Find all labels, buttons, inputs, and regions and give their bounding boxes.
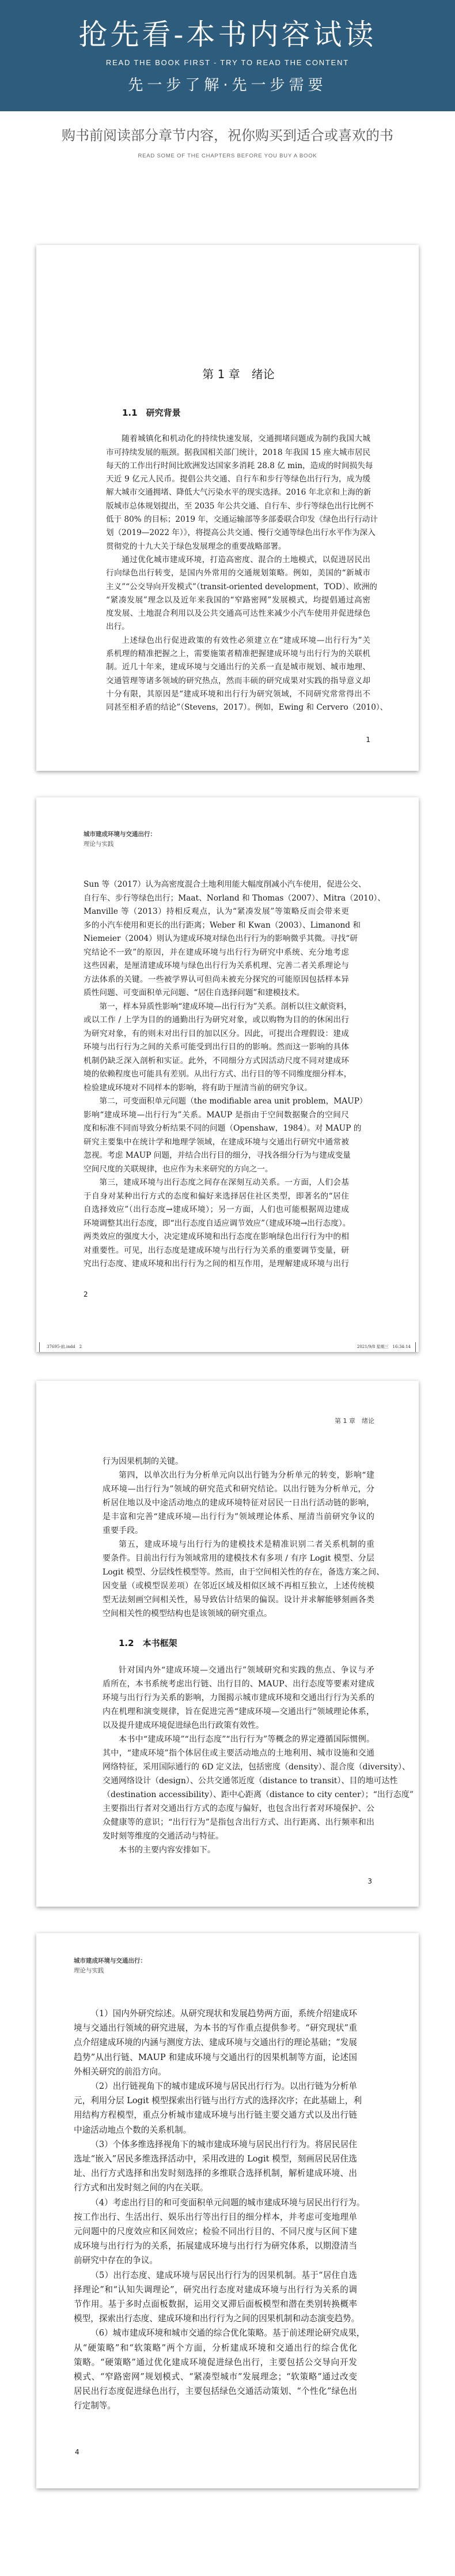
text-line: 多的小汽车使用和更长的出行距离；Weber 和 Kwan（2003）、Limanond 和 bbox=[84, 920, 361, 930]
banner-subtitle-en: READ THE BOOK FIRST - TRY TO READ THE CONTENT bbox=[105, 58, 350, 67]
text-line: 对重要性。可见，出行态度是建成环境与出行行为关系的重要调节变量，研 bbox=[84, 1245, 349, 1255]
intro-title: 购书前阅读部分章节内容，祝你购买到适合或喜欢的书 bbox=[62, 127, 393, 144]
text-line: 元，利用分层 Logit 模型探索出行链与出行方式的选择次序；在此基础上，利 bbox=[74, 2096, 362, 2106]
text-line: 居民出行态度促进绿色出行，主要包括绿色交通活动策划、“个性化”绿色出 bbox=[74, 2386, 357, 2397]
paragraph bbox=[74, 2195, 365, 2268]
chapter-running-header: 第 1 章 绪论 bbox=[335, 1417, 374, 1425]
page-body bbox=[84, 878, 386, 1271]
text-line: 忽视。考虑 MAUP 问题，并结合出行目的细分，寻找各细分行为与建成变量 bbox=[84, 1151, 351, 1160]
text-line: 交通管理等诸多领域的研究热点，然而丰硕的研究成果对实践的指导意义却 bbox=[106, 676, 370, 686]
text-line: 行向绿色出行转变，是国内外常用的交通规划策略。例如，美国的“新城市 bbox=[106, 568, 370, 578]
text-line: 第四，以单次出行为分析单元向以出行链为分析单元的转变，影响“建 bbox=[119, 1471, 374, 1480]
running-header-subtitle: 理论与实践 bbox=[74, 1967, 104, 1974]
text-line: 度发展、土地混合利用以及公共交通高可达性来减少小汽车使用并促进绿色 bbox=[106, 609, 370, 619]
text-line: 研究主要集中在统计学和地理学领域，在建成环境与交通出行研究中通常被 bbox=[84, 1137, 349, 1147]
text-line: （4）考虑出行目的和可变面积单元问题的城市建成环境与居民出行行为。 bbox=[90, 2197, 365, 2208]
text-line: 机制仍缺乏深入剖析和实证。此外，不同细分方式因活动尺度不同对建成环 bbox=[84, 1056, 349, 1065]
paragraph bbox=[106, 634, 388, 715]
text-line: 模式、“窄路密网”规划模式、“紧凑型城市”发展理念；“软策略”通过改变 bbox=[74, 2372, 357, 2382]
book-page-3 bbox=[36, 1381, 419, 1907]
footer-timestamp: 2021/9/8 星期三 16:34:14 bbox=[357, 1345, 411, 1349]
text-line: （6）城市建成环境和城市交通的综合优化策略。基于前述理论研究成果， bbox=[90, 2328, 365, 2338]
text-line: 主义”“公交导向开发模式”（transit-oriented development，TOD）、欧洲的 bbox=[106, 582, 377, 592]
paragraph bbox=[74, 2079, 362, 2137]
text-line: 选址“嵌入”居民多维选择活动中，采用改进的 Logit 模型，刻画居民居住选 bbox=[74, 2154, 357, 2164]
book-page-1 bbox=[36, 245, 419, 771]
text-line: （3）个体多维选择视角下的城市建成环境与居民出行行为。将居民居住 bbox=[90, 2139, 357, 2149]
text-line: （2）出行链视角下的城市建成环境与居民出行行为。以出行链为分析单 bbox=[90, 2081, 357, 2092]
chapter-title: 第 1 章 绪论 bbox=[202, 367, 275, 381]
text-line: 前研究中存在的争议。 bbox=[74, 2255, 158, 2266]
text-line: 划（2019—2022 年）》，将提高公共交通、慢行交通等绿色出行水平作为深入 bbox=[106, 528, 376, 538]
text-line: 要条件。目前出行行为领域常用的建模技术有多项 / 有序 Logit 模型、分层 bbox=[103, 1554, 374, 1563]
text-line: 检验建成环境对不同样本的影响，将有助于厘清当前的研究争议。 bbox=[84, 1083, 312, 1093]
text-line: 本书中“建成环境”“出行态度”“出行行为”等概念的界定遵循国际惯例。 bbox=[119, 1735, 374, 1744]
text-line: 行定制等。 bbox=[74, 2401, 116, 2411]
running-header-subtitle: 理论与实践 bbox=[84, 841, 114, 848]
text-line: Sun 等（2017）认为高密度混合土地利用能大幅度削减小汽车使用，促进公交、 bbox=[84, 880, 366, 889]
text-line: 行为因果机制的关键。 bbox=[103, 1457, 183, 1466]
page-number: 2 bbox=[84, 1290, 88, 1298]
text-line: 盾所在，本书系统考虑出行链、出行目的、MAUP、出行态度等要素对建成 bbox=[103, 1679, 374, 1689]
text-line: 是丰富和完善“建成环境—出行行为”领域理论体系、厘清当前研究争议的 bbox=[103, 1512, 374, 1522]
text-line: 度和标准不同而导致分析结果不同的问题（Openshaw，1984）。对 MAUP 的 bbox=[84, 1124, 362, 1133]
page-number: 4 bbox=[75, 2448, 79, 2456]
text-line: 出行。 bbox=[106, 622, 130, 632]
text-line: 于自身对某种出行方式的态度和偏好来选择居住社区类型，即著名的“居住 bbox=[84, 1191, 349, 1201]
text-line: 影响“建成环境—出行行为”关系。MAUP 是指由于空间数据聚合的空间尺 bbox=[84, 1110, 349, 1120]
text-line: 节作用。基于多时点面板数据，运用交叉滞后面板模型和潜在类别转换概率 bbox=[74, 2299, 357, 2310]
running-header-title: 城市建成环境与交通出行： bbox=[84, 831, 156, 838]
paragraph bbox=[74, 2326, 365, 2413]
text-line: 自选择效应”（出行态度→建成环境）；另一方面，人们也可能根据周边建成 bbox=[84, 1205, 349, 1214]
text-line: 第五，建成环境与出行行为的建模技术是精准识别二者关系机制的重 bbox=[119, 1540, 374, 1549]
text-line: 十分有限，其原因是“建成环境和出行行为研究领域，不同研究常常得出不 bbox=[106, 689, 370, 699]
text-line: 重要手段。 bbox=[103, 1526, 143, 1535]
text-line: 外相关研究的前沿方向。 bbox=[74, 2066, 166, 2077]
text-line: 或以工作 / 上学为目的的通勤出行为研究对象，或以购物为目的的休闲出行 bbox=[84, 1015, 349, 1025]
text-line: （1）国内外研究综述。从研究现状和发展趋势两方面，系统介绍建成环 bbox=[90, 2009, 357, 2018]
text-line: 每天的工作出行时间比欧洲发达国家多消耗 28.8 亿 min，造成的时间损失每 bbox=[106, 461, 373, 470]
text-line: 环境调整其出行态度，即“出行态度自适应调节效应”（建成环境→出行态度）。 bbox=[84, 1218, 351, 1228]
text-line: 方法体系的关键。一些被学界认可但尚未被充分探究的可能原因包括样本异 bbox=[84, 974, 349, 984]
text-line: 解大城市交通拥堵、降低大气污染水平的现实选择。2016 年北京和上海的新 bbox=[106, 488, 371, 498]
intro-subtitle-en: READ SOME OF THE CHAPTERS BEFORE YOU BUY A BOOK bbox=[138, 153, 317, 159]
paragraph bbox=[74, 2268, 360, 2326]
text-line: 通过优化城市建成环境，打造高密度、混合的土地模式，以促进居民出 bbox=[122, 555, 370, 564]
page-number: 3 bbox=[367, 1877, 372, 1885]
text-line: 上述绿色出行促进政策的有效性必须建立在“建成环境—出行行为”关 bbox=[122, 635, 370, 645]
paragraph bbox=[84, 1176, 349, 1271]
text-line: 从“硬策略”和“软策略”两个方面，分析建成环境和交通出行的综合优化 bbox=[74, 2342, 357, 2353]
text-line: 市可持续发展的瓶颈。据我国相关部门统计，2018 年我国 15 座大城市居民 bbox=[106, 447, 371, 457]
text-line: 因变量（或模型误差项）在邻近区域及相似区域不再相互独立，上述传统模 bbox=[103, 1581, 374, 1591]
text-line: 行方式和出发时刻之间的内在关联。 bbox=[74, 2183, 208, 2193]
text-line: “紧凑发展”理念以及近年来我国的“窄路密网”发展模式，均提倡通过高密 bbox=[106, 595, 370, 605]
text-line: 其中，“建成环境”指个体居住或主要活动地点的土地利用、城市设施和交通 bbox=[103, 1749, 374, 1758]
text-line: 发时刻等维度的交通活动与特征。 bbox=[103, 1832, 223, 1841]
text-line: 两类效应的强度大小，决定建成环境和出行态度在影响绿色出行行为中的相 bbox=[84, 1232, 349, 1241]
page-body bbox=[103, 1455, 414, 1857]
paragraph bbox=[84, 1095, 367, 1176]
footer-file: 37695-前.indd 2 bbox=[47, 1345, 82, 1349]
text-line: 针对国内外“建成环境—交通出行”领域研究和实践的焦点、争议与矛 bbox=[119, 1666, 374, 1675]
text-line: 环境与出行行为关系的影响，力图揭示城市建成环境和交通出行行为关系的 bbox=[103, 1693, 374, 1703]
text-line: 环境与出行行为之间的关系可能受到出行目的的影响。然而这一影响的具体 bbox=[84, 1042, 349, 1052]
text-line: 型无法刻画空间相关性，易导致估计结果的偏误。设计并求解能够刻画各类 bbox=[103, 1595, 374, 1605]
paragraph bbox=[103, 1733, 414, 1843]
text-line: 按工作出行、生活出行、娱乐出行等出行目的细分样本，并考虑可变地理单 bbox=[74, 2212, 357, 2222]
text-line: 这些因素，是厘清建成环境与绿色出行行为关系机理、完善二者关系理论与 bbox=[84, 961, 349, 970]
text-line: 制。近几十年来，建成环境与交通出行的关系一直是城市规划、城市地理、 bbox=[106, 662, 370, 672]
text-line: 第一，样本异质性影响“建成环境—出行行为”关系。剖析以往文献资料， bbox=[99, 1001, 352, 1011]
text-line: 自行车、步行等绿色出行；Maat、Norland 和 Thomas（2007）、Mitra（2010）、 bbox=[84, 893, 386, 903]
text-line: 交通网络设计（design）、公共交通邻近度（distance to transit）、目的地可达性 bbox=[103, 1776, 398, 1786]
text-line: 中途活动地点个数的关系机制。 bbox=[74, 2125, 192, 2135]
paragraph bbox=[103, 1455, 374, 1468]
paragraph bbox=[84, 878, 386, 1000]
text-line: 点介绍建成环境的内涵与测度方法、建成环境与交通出行的理论基础；“发展 bbox=[74, 2038, 357, 2048]
print-footer bbox=[39, 1342, 416, 1352]
text-line: 本书的主要内容安排如下。 bbox=[119, 1846, 215, 1855]
text-line: 境的依赖程度也可能具有差别。从出行方式、出行目的等不同维度细分样本， bbox=[84, 1069, 352, 1079]
text-line: 成环境—出行行为”领域的研究范式和研究结论。以出行链为分析单元，分 bbox=[103, 1485, 374, 1494]
text-line: 同甚至相矛盾的结论”（Stevens，2017）。例如，Ewing 和 Cervero（2010）、 bbox=[106, 703, 388, 713]
text-line: 天近 9 亿元人民币。提倡公共交通、自行车和步行等绿色出行行为，成为缓 bbox=[106, 474, 370, 484]
paragraph bbox=[103, 1468, 374, 1538]
book-page-4 bbox=[36, 1933, 419, 2488]
page-body bbox=[74, 2006, 365, 2413]
text-line: 以及提升建成环境促进绿色出行政策有效性。 bbox=[103, 1721, 264, 1730]
text-line: 址、出行方式选择和出发时刻选择的多维联合选择机制，解析建成环境、出 bbox=[74, 2168, 357, 2179]
text-line: 为研究对象，有的则未对出行目的加以区分。因此，可提出合理假设：建成 bbox=[84, 1029, 349, 1038]
paragraph bbox=[84, 1000, 352, 1095]
text-line: 众健康等的意识；“出行行为”是指包含出行方式、出行距离、出行频率和出 bbox=[103, 1818, 374, 1827]
paragraph bbox=[106, 432, 378, 553]
text-line: 成环境与出行行为的关系，拓展建成环境与出行行为研究体系，以期澄清当 bbox=[74, 2241, 357, 2251]
text-line: 网络特征，采用国际通行的 6D 定义法，包括密度（density）、混合度（diversity）、 bbox=[103, 1762, 411, 1772]
text-line: 策略。“硬策略”通过优化建成环境促进绿色出行，主要包括公交导向开发 bbox=[74, 2357, 357, 2367]
running-header-title: 城市建成环境与交通出行： bbox=[74, 1957, 146, 1964]
text-line: 版城市总体规划提出，至 2035 年公共交通、自行车、步行等绿色出行比例不 bbox=[106, 501, 374, 511]
paragraph bbox=[103, 1538, 385, 1621]
text-line: 第三，建成环境与出行态度之间存在深刻互动关系。一方面，人们会基 bbox=[99, 1178, 349, 1187]
paragraph bbox=[74, 2137, 357, 2195]
banner-slogan: 先一步了解·先一步需要 bbox=[128, 77, 327, 94]
text-line: Niemeier（2004）则认为建成环境对绿色出行行为的影响微乎其微。寻找“研 bbox=[84, 934, 358, 943]
text-line: 择理论”和“认知失调理论”，研究出行态度对建成环境与出行行为关系的调 bbox=[74, 2284, 357, 2295]
paragraph bbox=[106, 553, 377, 634]
text-line: Logit 模型、分层线性模型等。然而，由于空间相关性的存在，备选方案之间、 bbox=[103, 1568, 385, 1577]
text-line: （destination accessibility）、距中心距离（distance to city center）；“出行态度” bbox=[103, 1790, 414, 1799]
paragraph bbox=[74, 2006, 357, 2079]
running-header bbox=[84, 830, 156, 849]
paragraph bbox=[103, 1843, 374, 1857]
text-line: 低于 80% 的目标；2019 年，交通运输部等多部委联合印发《绿色出行行动计 bbox=[106, 515, 378, 525]
page-number: 1 bbox=[366, 736, 370, 744]
text-line: 随着城镇化和机动化的持续快速发展，交通拥堵问题成为制约我国大城 bbox=[122, 434, 370, 444]
text-line: 质性问题、可变面积单元问题、“居住自选择问题”和建模技术。 bbox=[84, 988, 305, 997]
text-line: 空间尺度的关联规律，也应作为未来研究的方向之一。 bbox=[84, 1164, 273, 1174]
running-header bbox=[74, 1956, 146, 1976]
banner-title: 抢先看-本书内容试读 bbox=[78, 18, 377, 51]
text-line: 空间相关性的模型结构也是该领域的研究重点。 bbox=[103, 1609, 272, 1618]
text-line: 趋势”从出行链、MAUP 和建成环境与交通出行的因果机制等方面，论述国 bbox=[74, 2052, 357, 2062]
text-line: 主要指出行者对交通出行方式的态度与偏好，也包含出行者对环境保护、公 bbox=[103, 1804, 374, 1813]
section-heading: 1.1 研究背景 bbox=[122, 408, 181, 418]
text-line: 境与交通出行领域的研究进展，为本书的写作重点提供参考。“研究现状”重 bbox=[74, 2023, 357, 2033]
text-line: 模型，探索出行态度、建成环境和出行行为之间的因果机制和动态演变趋势。 bbox=[74, 2314, 360, 2324]
book-page-2 bbox=[36, 797, 419, 1352]
header-banner bbox=[0, 0, 455, 111]
text-line: 究结论不一致”的原因，并在建成环境与出行行为研究中系统、充分地考虑 bbox=[84, 947, 349, 957]
text-line: （5）出行态度、建成环境与居民出行行为的因果机制。基于“居住自选 bbox=[90, 2270, 357, 2280]
page-body bbox=[106, 406, 388, 715]
text-line: 究出行态度、建成环境和出行行为之间的相互作用，是理解建成环境与出行 bbox=[84, 1259, 349, 1268]
text-line: 内在机理和演变规律，旨在促进完善“建成环境—交通出行”领域理论体系， bbox=[103, 1707, 374, 1716]
text-line: 第二，可变面积单元问题（the modifiable area unit problem，MAUP） bbox=[99, 1097, 367, 1106]
text-line: 贯彻党的十九大关于绿色发展理念的重要战略部署。 bbox=[106, 541, 286, 551]
text-line: 系机理的精准把握之上，需要施策者精准把握建成环境与出行行为的关联机 bbox=[106, 649, 370, 659]
section-heading: 1.2 本书框架 bbox=[119, 1638, 177, 1648]
text-line: 用结构方程模型，重点分析城市建成环境与出行链主要交通方式以及出行链 bbox=[74, 2110, 357, 2121]
text-line: 析居住地以及中途活动地点的建成环境特征对居民一日出行活动链的影响， bbox=[103, 1498, 374, 1508]
text-line: Manville 等（2013）持相反观点，认为“紧凑发展”等策略反而会带来更 bbox=[84, 907, 349, 916]
paragraph bbox=[103, 1663, 374, 1733]
text-line: 元问题中的尺度效应和区间效应；检验不同出行目的、不同尺度与区间下建 bbox=[74, 2227, 357, 2237]
